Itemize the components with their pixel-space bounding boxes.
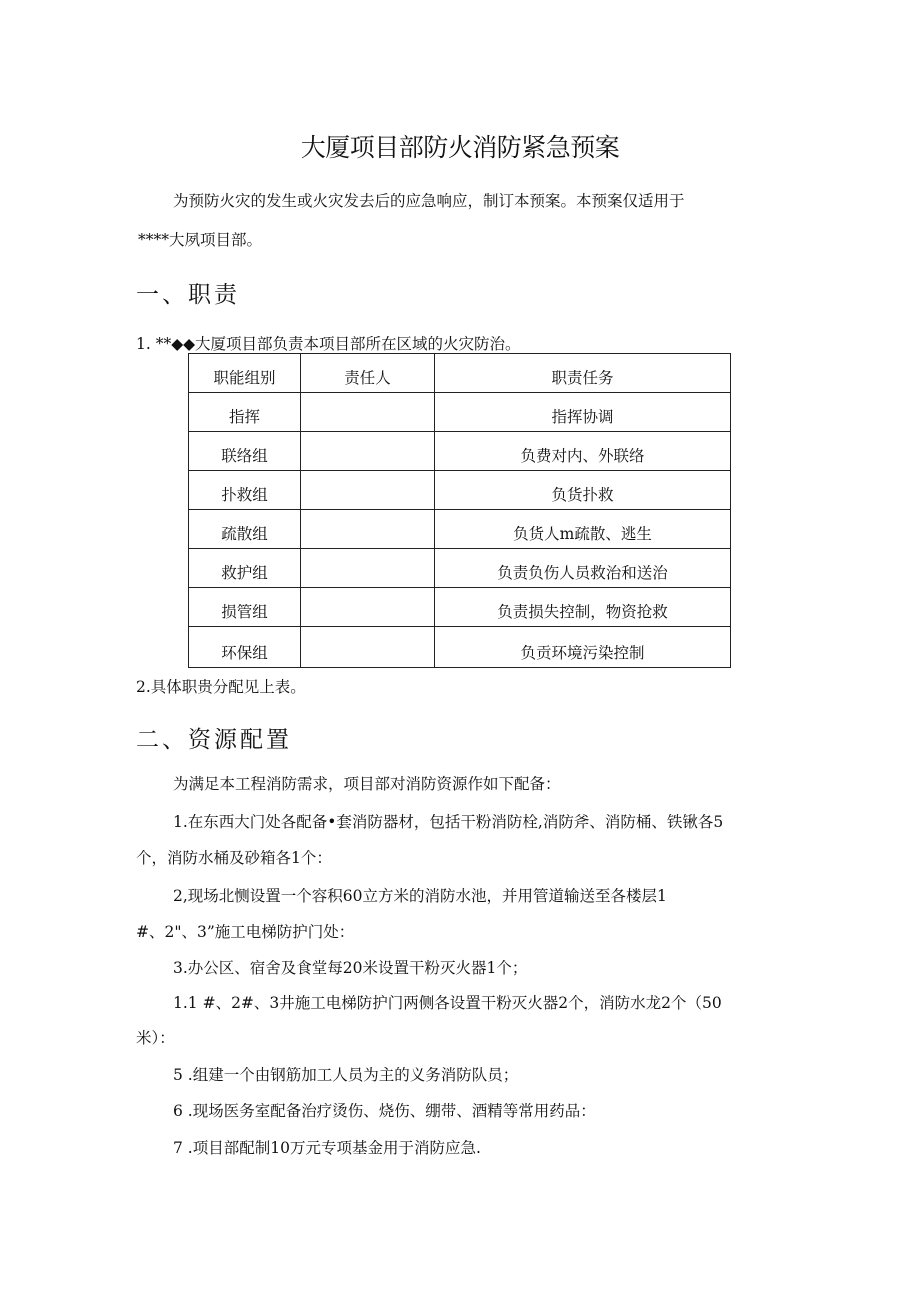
section-1-item-1: 1. **◆◆大厦项目部负责本项目部所在区域的火灾防治。 — [136, 335, 521, 353]
resource-line: 7 .项目部配制10万元专项基金用于消防应急. — [173, 1139, 481, 1157]
resource-line: 1.1 #、2#、3井施工电梯防护门两侧各设置干粉灭火器2个，消防水龙2个（50 — [173, 994, 722, 1012]
table-row — [189, 510, 731, 549]
table-cell — [301, 471, 435, 510]
table-row — [189, 471, 731, 510]
document-title: 大厦项目部防火消防紧急预案 — [300, 133, 620, 162]
table-cell — [301, 549, 435, 588]
table-row — [189, 627, 731, 668]
duty-table — [188, 353, 731, 668]
table-row — [189, 393, 731, 432]
table-cell: 负责负伤人员救治和送治 — [435, 549, 731, 588]
section-2-intro: 为满足本工程消防需求，项目部对消防资源作如下配备： — [173, 775, 561, 793]
table-cell: 指挥 — [189, 393, 301, 432]
table-row — [189, 432, 731, 471]
table-header-row — [189, 354, 731, 393]
resource-line: #、2"、3”施工电梯防护门处： — [136, 923, 355, 941]
table-cell — [301, 510, 435, 549]
table-cell: 联络组 — [189, 432, 301, 471]
resource-line: 3.办公区、宿舍及食堂每20米设置干粉灭火器1个； — [173, 959, 528, 977]
intro-line-1: 为预防火灾的发生或火灾发去后的应急响应，制订本预案。本预案仅适用于 — [173, 192, 685, 210]
table-cell: 负责损失控制，物资抢救 — [435, 588, 731, 627]
section-1-item-2: 2.具体职贵分配见上表。 — [136, 678, 306, 696]
table-cell — [301, 393, 435, 432]
table-cell — [301, 627, 435, 668]
table-cell: 扑救组 — [189, 471, 301, 510]
table-cell: 指挥协调 — [435, 393, 731, 432]
table-cell: 负货人m疏散、逃生 — [435, 510, 731, 549]
table-header-cell: 职责任务 — [435, 354, 731, 393]
resource-line: 1.在东西大门处各配备•套消防器材，包括干粉消防栓,消防斧、消防桶、铁锹各5 — [173, 813, 724, 831]
resource-line: 米）： — [136, 1029, 175, 1047]
table-cell: 负费对内、外联络 — [435, 432, 731, 471]
table-cell: 损管组 — [189, 588, 301, 627]
table-cell: 救护组 — [189, 549, 301, 588]
table-row — [189, 549, 731, 588]
intro-line-2: ****大夙项目部。 — [138, 231, 263, 249]
resource-line: 6 .现场医务室配备治疗烫伤、烧伤、绷带、酒精等常用药品： — [173, 1102, 596, 1120]
table-cell — [301, 432, 435, 471]
resource-line: 个，消防水桶及砂箱各1个： — [136, 849, 332, 867]
table-header-cell: 职能组别 — [189, 354, 301, 393]
resource-line: 2,现场北恻设置一个容积60立方米的消防水池，并用管道输送至各楼层1 — [173, 887, 667, 905]
table-cell — [301, 588, 435, 627]
table-cell: 疏散组 — [189, 510, 301, 549]
table-header-cell: 责任人 — [301, 354, 435, 393]
section-2-heading: 二、资源配置 — [136, 727, 292, 753]
table-cell: 负货扑救 — [435, 471, 731, 510]
resource-line: 5 .组建一个由钢筋加工人员为主的义务消防队员； — [173, 1066, 519, 1084]
table-cell: 环保组 — [189, 627, 301, 668]
table-row — [189, 588, 731, 627]
section-1-heading: 一、职责 — [136, 282, 240, 308]
table-cell: 负贡环境污染控制 — [435, 627, 731, 668]
